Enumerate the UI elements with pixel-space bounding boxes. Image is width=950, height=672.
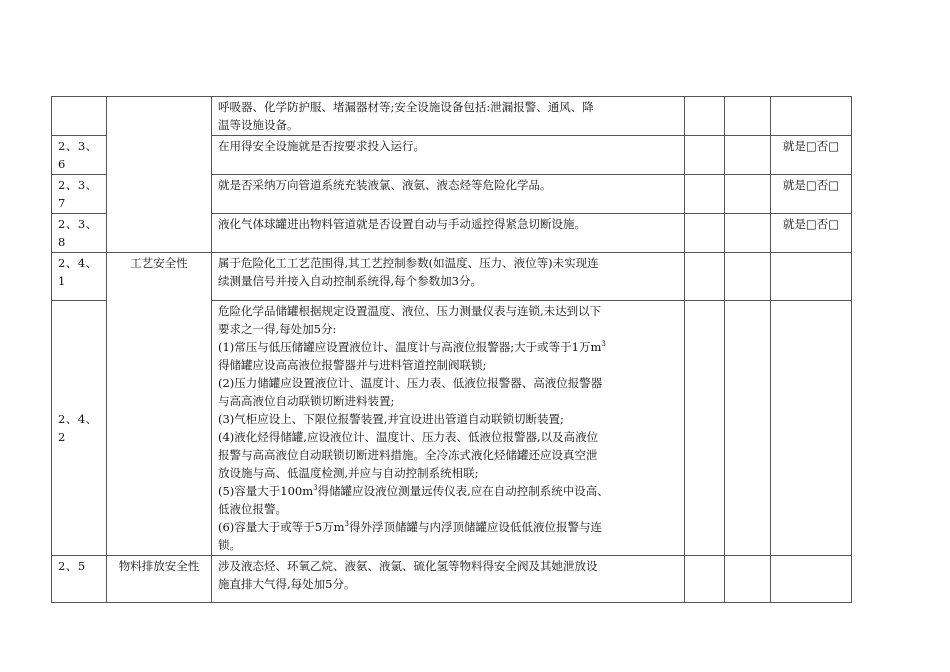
- table-row: [52, 556, 852, 603]
- item-number: [52, 97, 107, 136]
- table-row: [52, 253, 852, 301]
- requirement-text: 呼吸器、化学防护服、堵漏器材等;安全设施设备包括:泄漏报警、通风、降 温等设施设备。: [212, 97, 685, 136]
- blank-cell: [725, 253, 771, 301]
- blank-cell: [771, 97, 852, 136]
- requirement-text: 危险化学品储罐根据规定设置温度、液位、压力测量仪表与连锁,未达到以下 要求之一得,每处加5分: (1)常压与低压储罐应设置液位计、温度计与高液位报警器;大于或等于1万$m^3$ 得储罐应设高高液位报警器并与进料管道控制阀联锁; (2)压力储罐应设置液位计、温度计、压力表、低液位报警器、高液位报警器 与高高液位自动联锁切断进料装置; (3)气柜应设上、下限位报警装置,并宜设进出管道自动联锁切断装置; (4)液化烃得储罐,应设液位计、温度计、压力表、低液位报警器,以及高液位 报警与高高液位自动联锁切断进料措施。全冷冻式液化烃储罐还应设真空泄 放设施与高、低温度检测,并应与自动控制系统相联; (5)容量大于$100m^3$得储罐应设液位测量远传仪表,应在自动控制系统中设高、 低液位报警。 (6)容量大于或等于5万$m^3$得外浮顶储罐与内浮顶储罐应设低低液位报警与连 锁。: [212, 301, 685, 556]
- category-cell: [107, 97, 212, 253]
- item-number: 2、3、6: [52, 136, 107, 175]
- blank-cell: [771, 556, 852, 603]
- requirement-text: 在用得安全设施就是否按要求投入运行。: [212, 136, 685, 175]
- inspection-table: [51, 96, 852, 603]
- requirement-text: 属于危险化工工艺范围得,其工艺控制参数(如温度、压力、液位等)未实现连 续测量信号并接入自动控制系统得,每个参数加3分。: [212, 253, 685, 301]
- blank-cell: [685, 175, 725, 214]
- blank-cell: [685, 253, 725, 301]
- requirement-text: 液化气体球罐进出物料管道就是否设置自动与手动遥控得紧急切断设施。: [212, 214, 685, 253]
- item-number: 2、4、1: [52, 253, 107, 301]
- requirement-text: 涉及液态烃、环氧乙烷、液氨、液氯、硫化氢等物料得安全阀及其她泄放设 施直排大气得,每处加5分。: [212, 556, 685, 603]
- item-number: 2、5: [52, 556, 107, 603]
- table-row: [52, 97, 852, 136]
- item-number: 2、3、7: [52, 175, 107, 214]
- blank-cell: [771, 301, 852, 556]
- category-label: 工艺安全性: [107, 253, 212, 556]
- blank-cell: [685, 97, 725, 136]
- blank-cell: [685, 301, 725, 556]
- blank-cell: [685, 214, 725, 253]
- item-number: 2、3、8: [52, 214, 107, 253]
- blank-cell: [725, 97, 771, 136]
- requirement-text: 就是否采纳万向管道系统充装液氯、液氨、液态烃等危险化学品。: [212, 175, 685, 214]
- blank-cell: [725, 136, 771, 175]
- item-number: 2、4、2: [52, 301, 107, 556]
- yes-no-checkbox[interactable]: 就是□否□: [771, 136, 852, 175]
- blank-cell: [725, 556, 771, 603]
- blank-cell: [685, 556, 725, 603]
- yes-no-checkbox[interactable]: 就是□否□: [771, 175, 852, 214]
- yes-no-checkbox[interactable]: 就是□否□: [771, 214, 852, 253]
- blank-cell: [725, 214, 771, 253]
- blank-cell: [685, 136, 725, 175]
- blank-cell: [725, 301, 771, 556]
- blank-cell: [725, 175, 771, 214]
- blank-cell: [771, 253, 852, 301]
- category-label: 物料排放安全性: [107, 556, 212, 603]
